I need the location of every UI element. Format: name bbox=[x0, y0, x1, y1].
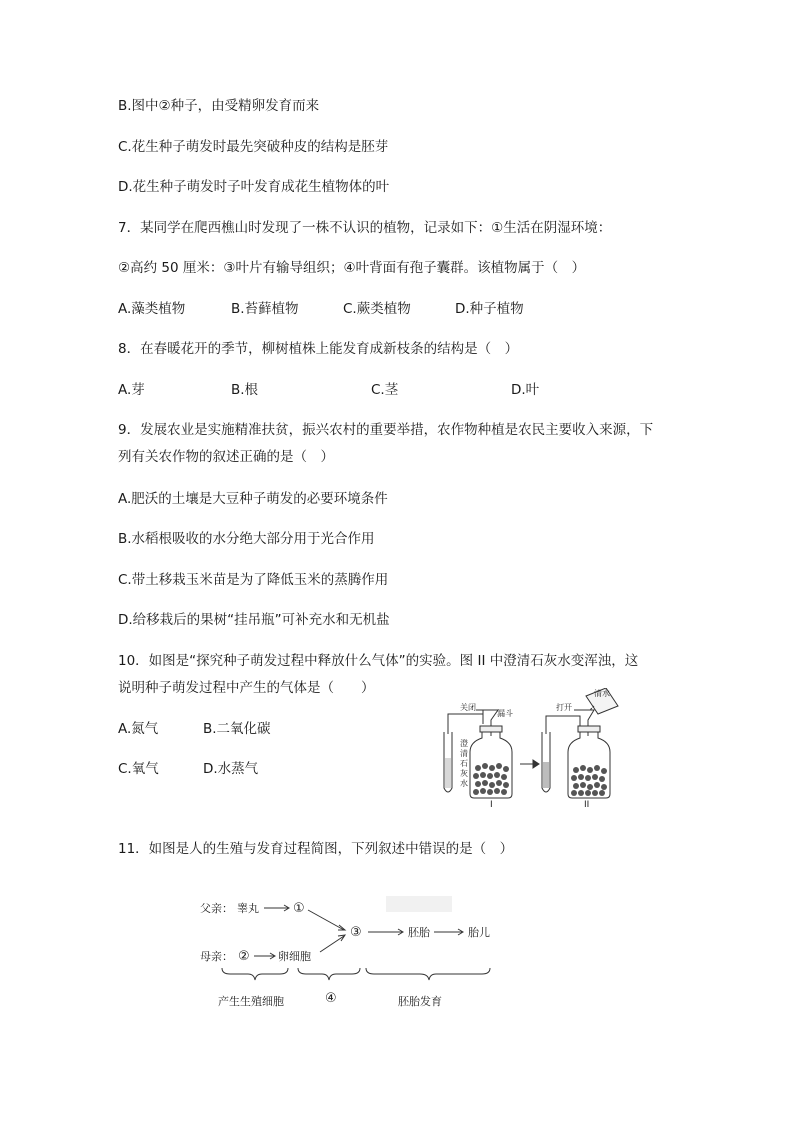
q9-option-b: B.水稻根吸收的水分绝大部分用于光合作用 bbox=[118, 531, 375, 547]
water-label: 清水 bbox=[594, 689, 610, 698]
q8-option-d: D.叶 bbox=[511, 382, 540, 398]
father-label: 父亲： bbox=[200, 902, 233, 915]
q8-option-c: C.茎 bbox=[371, 382, 399, 398]
q7-option-c: C.蕨类植物 bbox=[343, 301, 411, 317]
circle-2: ② bbox=[238, 949, 250, 964]
q11-stem: 11．如图是人的生殖与发育过程简图，下列叙述中错误的是（ ） bbox=[118, 841, 514, 857]
q8-option-b: B.根 bbox=[231, 382, 259, 398]
reproduction-flow-figure bbox=[200, 888, 502, 1013]
q7-stem-line1: 7．某同学在爬西樵山时发现了一株不认识的植物，记录如下：①生活在阴湿环境： bbox=[118, 220, 612, 236]
mother-label: 母亲： bbox=[200, 950, 233, 963]
apparatus-label-1: I bbox=[490, 800, 493, 808]
q9-stem-line2: 列有关农作物的叙述正确的是（ ） bbox=[118, 449, 334, 465]
q10-option-d: D.水蒸气 bbox=[203, 761, 259, 777]
q7-option-d: D.种子植物 bbox=[455, 301, 524, 317]
seed-gas-experiment-figure bbox=[438, 688, 630, 808]
q9-stem-line1: 9．发展农业是实施精准扶贫，振兴农村的重要举措，农作物种植是农民主要收入来源，下 bbox=[118, 422, 654, 438]
apparatus-label-2: II bbox=[584, 800, 590, 808]
produce-cells-label: 产生生殖细胞 bbox=[218, 995, 284, 1008]
fetus-label: 胎儿 bbox=[468, 926, 490, 939]
testis-label: 睾丸 bbox=[237, 902, 259, 915]
lime-char-3: 石 bbox=[460, 759, 468, 768]
embryo-label: 胚胎 bbox=[408, 926, 430, 939]
q6-option-b: B.图中②种子，由受精卵发育而来 bbox=[118, 98, 320, 114]
q8-option-a: A.芽 bbox=[118, 382, 145, 398]
q6-option-c: C.花生种子萌发时最先突破种皮的结构是胚芽 bbox=[118, 139, 389, 155]
q7-stem-line2: ②高约 50 厘米：③叶片有输导组织；④叶背面有孢子囊群。该植物属于（ ） bbox=[118, 260, 586, 276]
circle-3: ③ bbox=[350, 925, 362, 940]
lime-char-4: 灰 bbox=[460, 769, 468, 778]
circle-1: ① bbox=[293, 901, 305, 916]
q6-option-d: D.花生种子萌发时子叶发育成花生植物体的叶 bbox=[118, 179, 390, 195]
open-label: 打开 bbox=[556, 703, 572, 712]
q9-option-d: D.给移栽后的果树“挂吊瓶”可补充水和无机盐 bbox=[118, 612, 390, 628]
q10-option-b: B.二氧化碳 bbox=[203, 721, 271, 737]
q10-stem-line2: 说明种子萌发过程中产生的气体是（ ） bbox=[118, 680, 375, 696]
q9-option-a: A.肥沃的土壤是大豆种子萌发的必要环境条件 bbox=[118, 491, 388, 507]
q10-option-c: C.氧气 bbox=[118, 761, 159, 777]
q7-option-a: A.藻类植物 bbox=[118, 301, 186, 317]
egg-label: 卵细胞 bbox=[278, 950, 311, 963]
q10-option-a: A.氮气 bbox=[118, 721, 159, 737]
circle-4: ④ bbox=[325, 991, 337, 1006]
q10-stem-line1: 10．如图是“探究种子萌发过程中释放什么气体”的实验。图 II 中澄清石灰水变浑浊，这 bbox=[118, 653, 639, 669]
embryo-development-label: 胚胎发育 bbox=[398, 995, 442, 1008]
lime-char-1: 澄 bbox=[460, 739, 468, 748]
lime-char-5: 水 bbox=[460, 779, 468, 788]
funnel-label: 漏斗 bbox=[497, 709, 513, 718]
q8-stem: 8．在春暖花开的季节，柳树植株上能发育成新枝条的结构是（ ） bbox=[118, 341, 519, 357]
lime-char-2: 清 bbox=[460, 749, 468, 758]
q7-option-b: B.苔藓植物 bbox=[231, 301, 299, 317]
q9-option-c: C.带土移栽玉米苗是为了降低玉米的蒸腾作用 bbox=[118, 572, 389, 588]
close-label: 关闭 bbox=[460, 703, 476, 712]
